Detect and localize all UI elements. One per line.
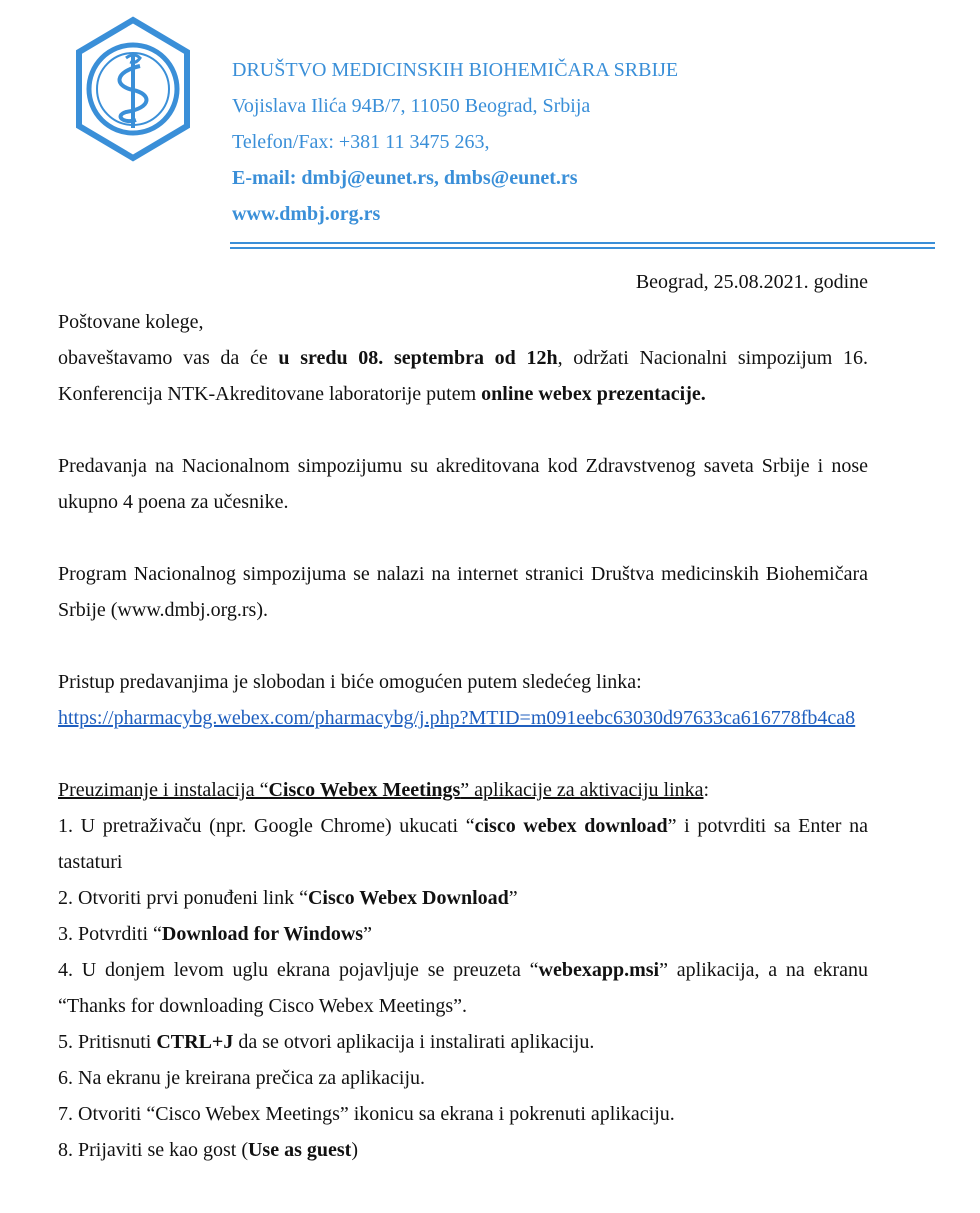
instruction-step-3 bbox=[58, 916, 868, 952]
text-span: , održati Nacionalni simpozijum 16. Konferencija NTK-Akreditovane laboratorije putem bbox=[58, 347, 868, 405]
text-span: ” aplikacija, a na ekranu “Thanks for downloading Cisco Webex Meetings”. bbox=[58, 959, 869, 1017]
instruction-step-2 bbox=[58, 880, 868, 916]
instruction-step-6: 6. Na ekranu je kreirana prečica za aplikaciju. bbox=[58, 1067, 426, 1089]
text-span: : bbox=[703, 779, 710, 801]
paragraph-program: Program Nacionalnog simpozijuma se nalazi na internet stranici Društva medicinskih Biohemičara Srbije (www.dmbj.org.rs). bbox=[58, 563, 868, 621]
text-span: 3. Potvrditi “ bbox=[58, 923, 162, 945]
org-website: www.dmbj.org.rs bbox=[232, 203, 381, 225]
instruction-step-7: 7. Otvoriti “Cisco Webex Meetings” ikonicu sa ekrana i pokrenuti aplikaciju. bbox=[58, 1103, 675, 1125]
text-span: ” i potvrditi sa Enter na tastaturi bbox=[58, 815, 868, 873]
text-span: 4. U donjem levom uglu ekrana pojavljuje se preuzeta “ bbox=[58, 959, 539, 981]
text-span: 8. Prijaviti se kao gost ( bbox=[58, 1139, 248, 1161]
bold-date: u sredu 08. septembra od 12h bbox=[278, 347, 558, 369]
org-phone: Telefon/Fax: +381 11 3475 263, bbox=[232, 131, 490, 153]
instruction-step-4 bbox=[58, 952, 868, 1024]
bold-app-name: Cisco Webex Meetings bbox=[268, 779, 461, 801]
text-span: 5. Pritisnuti bbox=[58, 1031, 157, 1053]
org-address: Vojislava Ilića 94B/7, 11050 Beograd, Srbija bbox=[232, 95, 591, 117]
greeting: Poštovane kolege, bbox=[58, 311, 204, 333]
org-name: DRUŠTVO MEDICINSKIH BIOHEMIČARA SRBIJE bbox=[232, 59, 679, 81]
text-span: ) bbox=[351, 1139, 358, 1161]
letter-body bbox=[58, 304, 868, 1168]
text-span: 2. Otvoriti prvi ponuđeni link “ bbox=[58, 887, 308, 909]
instructions-heading bbox=[58, 772, 868, 808]
text-span: ” aplikacije za aktivaciju linka bbox=[460, 779, 704, 801]
bold-text: Cisco Webex Download bbox=[307, 887, 509, 909]
text-span: ” bbox=[363, 923, 372, 945]
paragraph-access: Pristup predavanjima je slobodan i biće omogućen putem sledećeg linka: bbox=[58, 671, 642, 693]
letterhead bbox=[232, 52, 678, 232]
text-span: Preuzimanje i instalacija “ bbox=[58, 779, 269, 801]
webex-meeting-link[interactable]: https://pharmacybg.webex.com/pharmacybg/j.php?MTID=m091eebc63030d97633ca616778fb4ca8 bbox=[58, 707, 856, 729]
header-divider-bottom bbox=[230, 247, 935, 249]
bold-format: online webex prezentacije. bbox=[481, 383, 706, 405]
bold-text: CTRL+J bbox=[156, 1031, 234, 1053]
paragraph-accreditation: Predavanja na Nacionalnom simpozijumu su akreditovana kod Zdravstvenog saveta Srbije i nose ukupno 4 poena za učesnike. bbox=[58, 455, 868, 513]
text-span: 1. U pretraživaču (npr. Google Chrome) ukucati “ bbox=[58, 815, 475, 837]
header-divider-top bbox=[230, 242, 935, 244]
instruction-step-1 bbox=[58, 808, 868, 880]
date-line: Beograd, 25.08.2021. godine bbox=[635, 271, 868, 293]
bold-text: Download for Windows bbox=[161, 923, 364, 945]
text-span: obaveštavamo vas da će bbox=[58, 347, 279, 369]
bold-text: webexapp.msi bbox=[538, 959, 660, 981]
caduceus-logo-icon bbox=[74, 16, 192, 162]
instruction-step-5 bbox=[58, 1024, 868, 1060]
instruction-step-8 bbox=[58, 1132, 868, 1168]
paragraph-announcement bbox=[58, 340, 868, 412]
bold-text: Use as guest bbox=[247, 1139, 352, 1161]
org-email: E-mail: dmbj@eunet.rs, dmbs@eunet.rs bbox=[232, 167, 578, 189]
text-span: da se otvori aplikacija i instalirati aplikaciju. bbox=[233, 1031, 595, 1053]
bold-text: cisco webex download bbox=[474, 815, 668, 837]
text-span: ” bbox=[508, 887, 518, 909]
